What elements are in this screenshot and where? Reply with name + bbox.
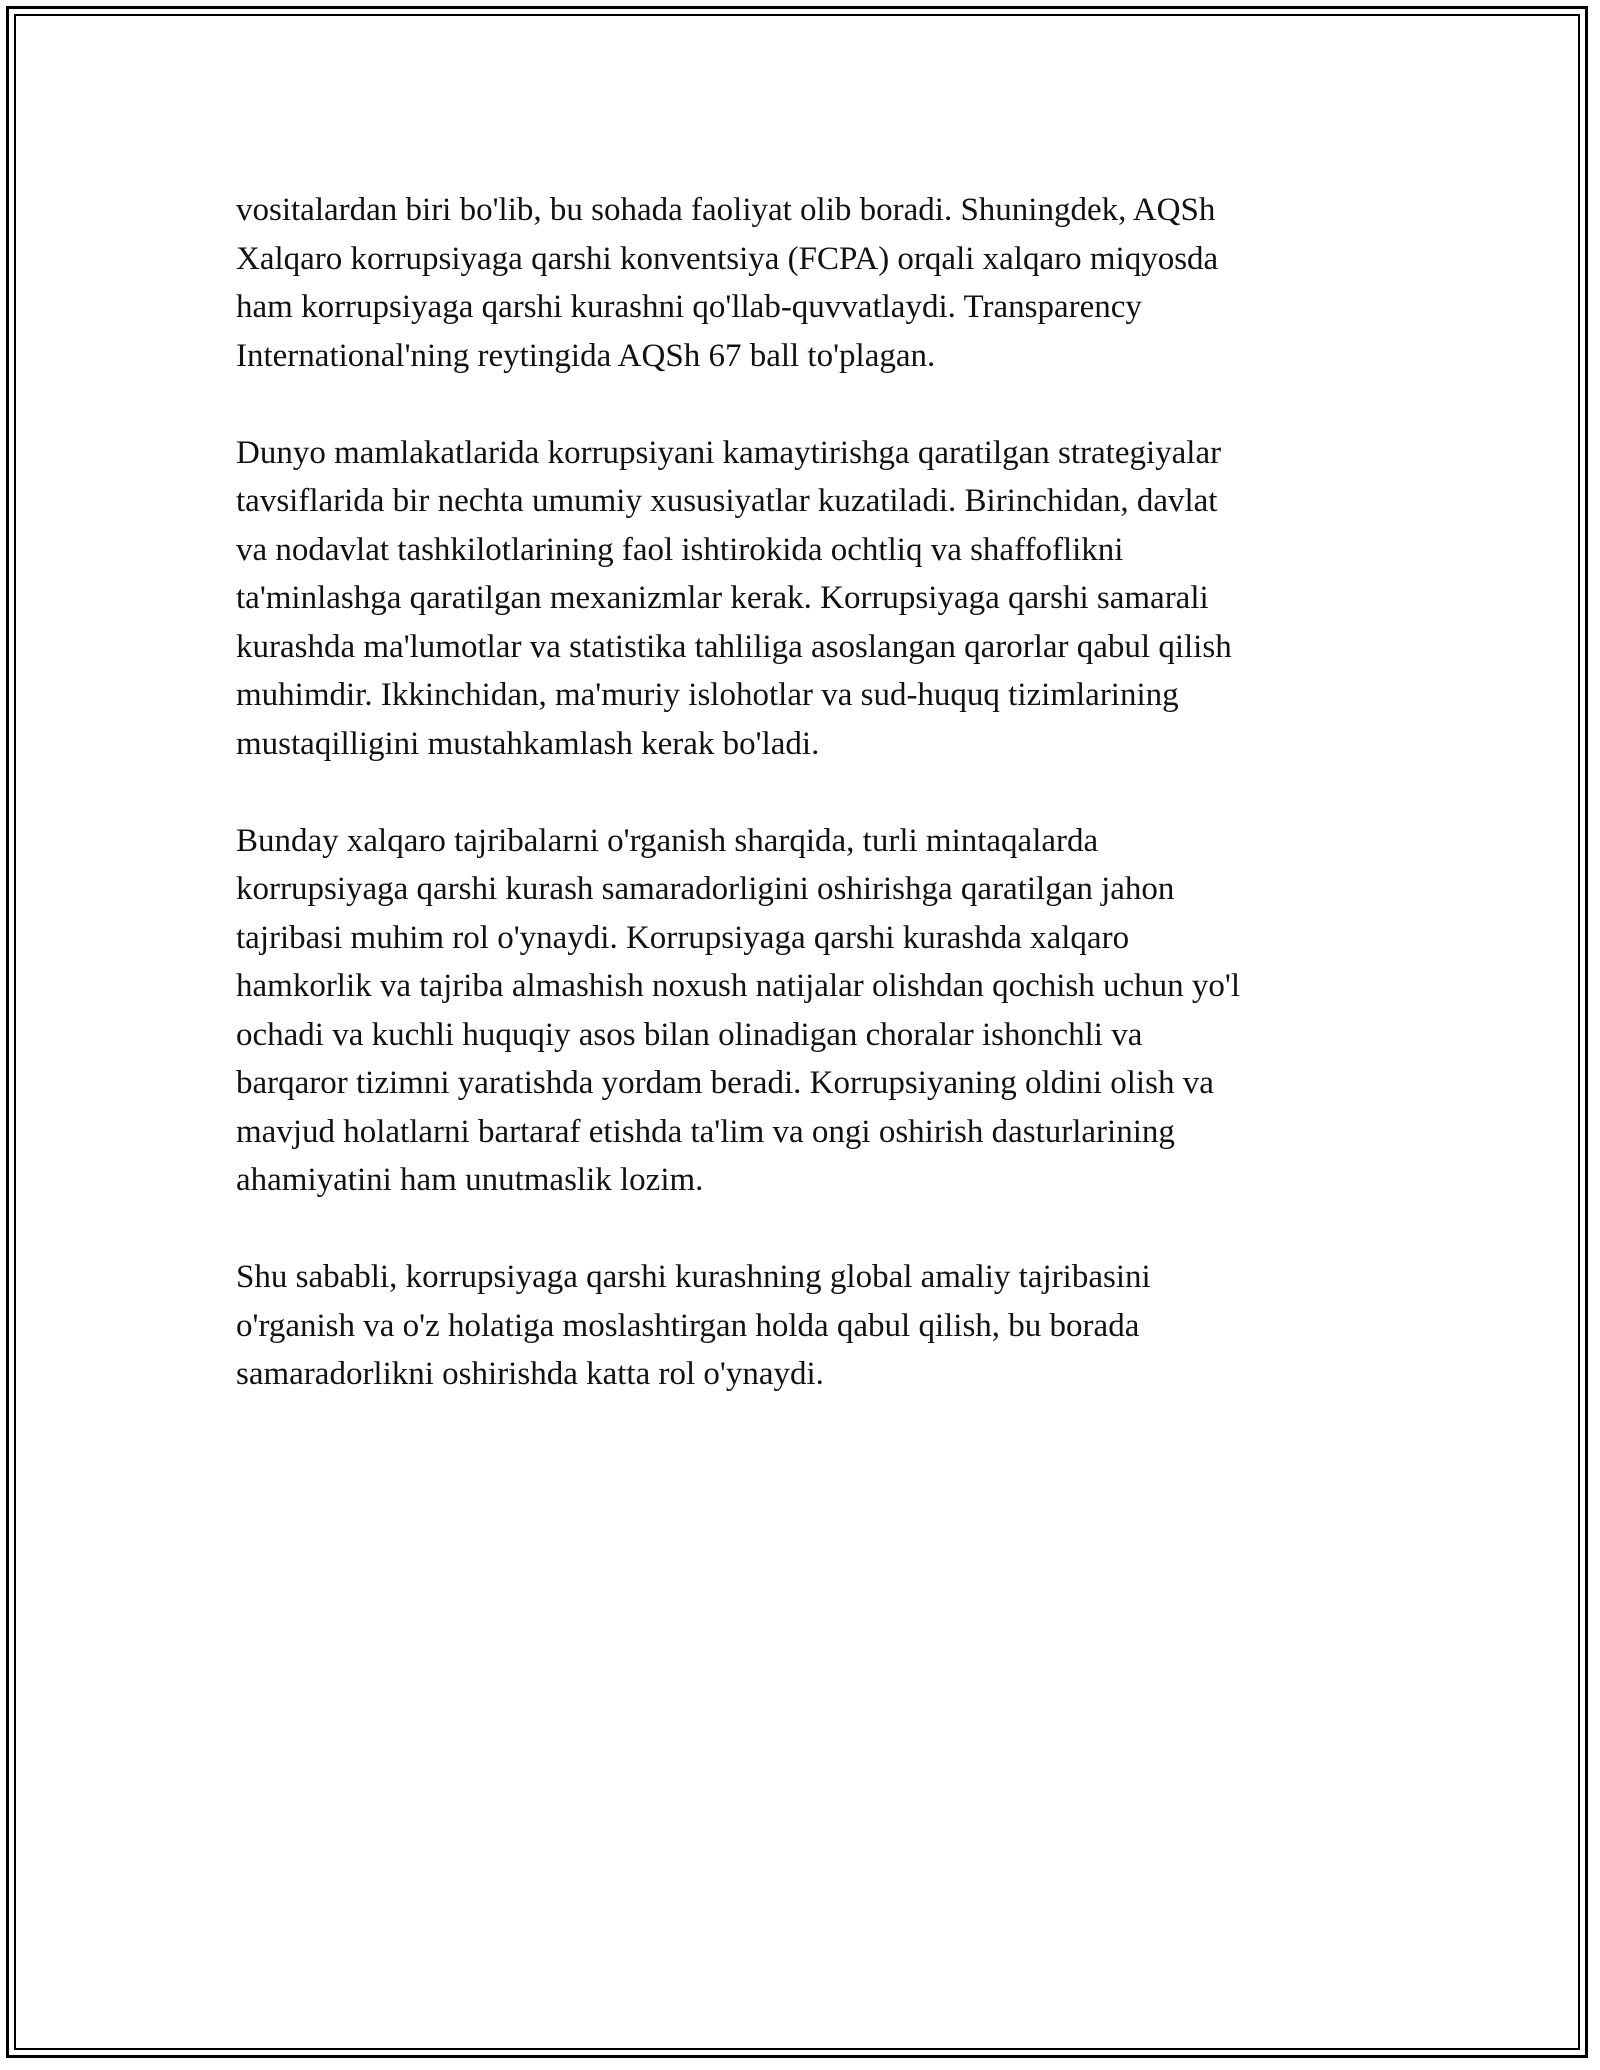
paragraph-2: Dunyo mamlakatlarida korrupsiyani kamaytirishga qaratilgan strategiyalar tavsiflarida bir nechta umumiy xususiyatlar kuzatiladi. Birinchidan, davlat va nodavlat tashkilotlarining faol ishtirokida ochtliq va shaffoflikni ta'minlashga qaratilgan mexanizmlar kerak. Korrupsiyaga qarshi samarali kurashda ma'lumotlar va statistika tahliliga asoslangan qarorlar qabul qilish muhimdir. Ikkinchidan, ma'muriy islohotlar va sud-huquq tizimlarining mustaqilligini mustahkamlash kerak bo'ladi. [236, 434, 1232, 762]
paragraph-3: Bunday xalqaro tajribalarni o'rganish sharqida, turli mintaqalarda korrupsiyaga qarshi kurash samaradorligini oshirishga qaratilgan jahon tajribasi muhim rol o'ynaydi. Korrupsiyaga qarshi kurashda xalqaro hamkorlik va tajriba almashish noxush natijalar olishdan qochish uchun yo'l ochadi va kuchli huquqiy asos bilan olinadigan choralar ishonchli va barqaror tizimni yaratishda yordam beradi. Korrupsiyaning oldini olish va mavjud holatlarni bartaraf etishda ta'lim va ongi oshirish dasturlarining ahamiyatini ham unutmaslik lozim. [236, 822, 1241, 1198]
paragraph-1: vositalardan biri bo'lib, bu sohada faoliyat olib boradi. Shuningdek, AQSh Xalqaro korrupsiyaga qarshi konventsiya (FCPA) orqali xalqaro miqyosda ham korrupsiyaga qarshi kurashni qo'llab-quvvatlaydi. Transparency International'ning reytingida AQSh 67 ball to'plagan. [236, 192, 1219, 374]
paragraph-4: Shu sababli, korrupsiyaga qarshi kurashning global amaliy tajribasini o'rganish va o'z holatiga moslashtirgan holda qabul qilish, bu borada samaradorlikni oshirishda katta rol o'ynaydi. [236, 1259, 1151, 1392]
document-body [236, 186, 1366, 1447]
